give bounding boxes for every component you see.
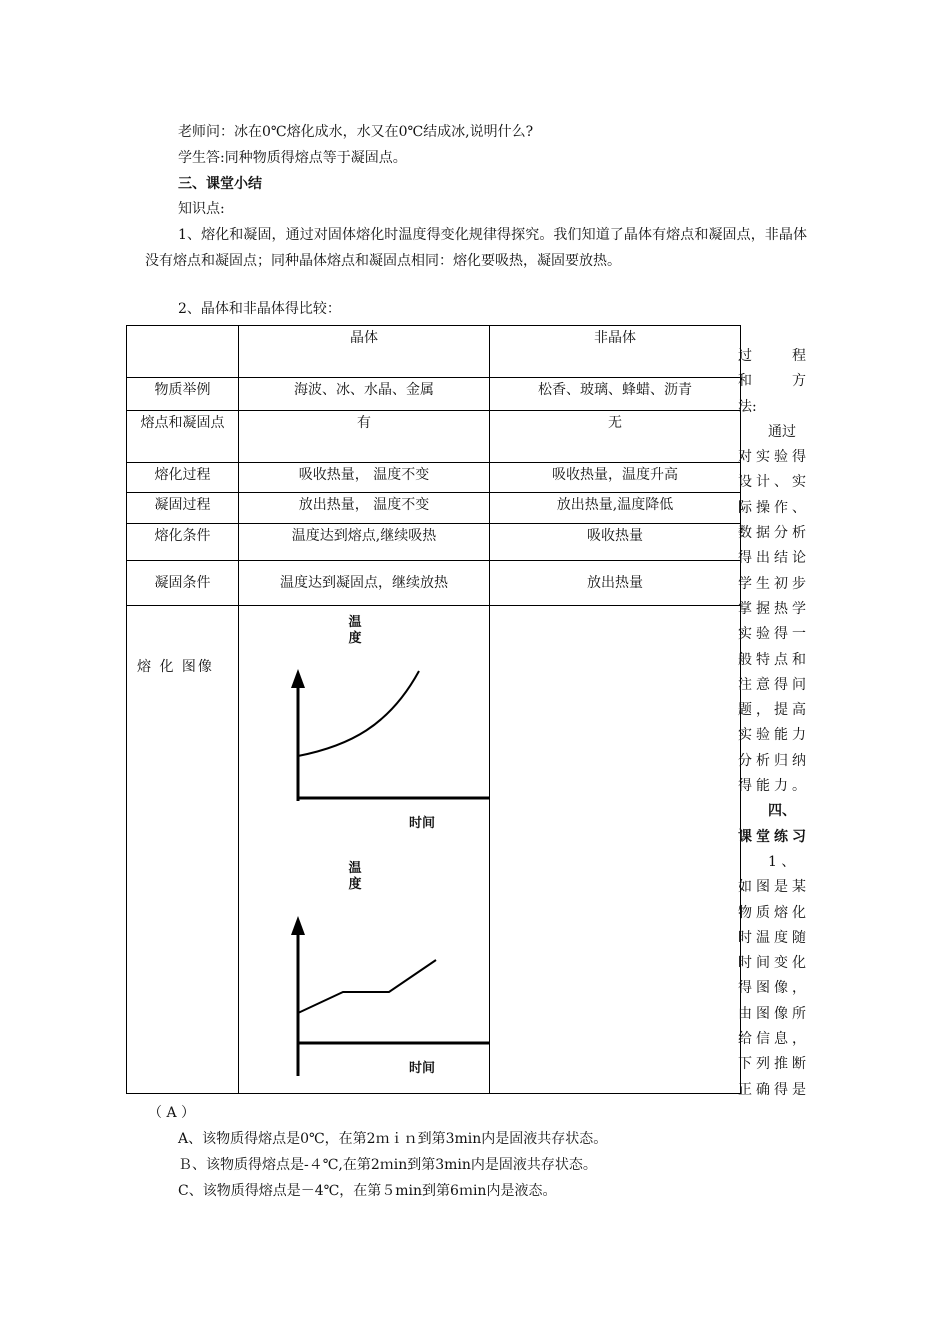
side-column-line: 法: [738, 398, 757, 415]
header-crystal: 晶体 [239, 326, 490, 378]
graph1-y-arrow [291, 669, 305, 688]
graph-row-label: 熔 化 图像 [127, 606, 239, 1094]
row-label: 凝固过程 [127, 493, 239, 524]
amorphous-cell: 放出热量,温度降低 [490, 493, 741, 524]
crystal-cell: 温度达到熔点,继续吸热 [239, 524, 490, 561]
graph1-y-label: 温度 [348, 615, 362, 646]
table-row [127, 411, 741, 463]
amorphous-cell: 吸收热量，温度升高 [490, 463, 741, 493]
table-header-row [127, 326, 741, 378]
side-column-line: 实验能力 [738, 727, 806, 744]
table-row [127, 378, 741, 411]
summary-heading: 三、课堂小结 [178, 176, 262, 192]
side-column-line: 得图像， [738, 980, 806, 997]
side-column-line: 得出结论 [738, 550, 806, 567]
side-column-line: 四、 [768, 803, 796, 820]
knowledge-label: 知识点: [178, 201, 225, 217]
header-amorphous: 非晶体 [490, 326, 741, 378]
student-answer: 学生答:同种物质得熔点等于凝固点。 [178, 150, 407, 166]
side-column-line: 通过 [768, 423, 796, 440]
side-column-line: 1 、 [768, 853, 796, 870]
side-column-line: 如图是某 [738, 879, 806, 896]
crystal-cell: 海波、冰、水晶、金属 [239, 378, 490, 411]
crystal-melting-graph [239, 606, 489, 1094]
table-row [127, 463, 741, 493]
graph1-x-label: 时间 [409, 816, 436, 831]
side-column-line: 过 程 [738, 348, 806, 364]
crystal-cell: 放出热量， 温度不变 [239, 493, 490, 524]
side-column-line: 对实验得 [738, 449, 806, 466]
row-label: 凝固条件 [127, 561, 239, 606]
graph2-curve [298, 960, 436, 1013]
amorphous-graph-cell [490, 606, 741, 1094]
side-column-line: 数据分析 [738, 525, 806, 542]
side-column-line: 物质熔化 [738, 904, 806, 921]
amorphous-cell: 松香、玻璃、蜂蜡、沥青 [490, 378, 741, 411]
header-empty-cell [127, 326, 239, 378]
amorphous-cell: 无 [490, 411, 741, 463]
side-column-line: 正确得是 [738, 1081, 806, 1098]
row-label: 熔化条件 [127, 524, 239, 561]
table-row [127, 493, 741, 524]
side-column-line: 分析归纳 [738, 752, 806, 769]
side-column-line: 般特点和 [738, 651, 806, 668]
side-column-line: 际操作、 [738, 499, 806, 516]
side-column-line: 给信息， [738, 1031, 806, 1048]
side-column-line: 时间变化 [738, 955, 806, 972]
option-c: C、该物质得熔点是－4℃，在第５min到第6ｍin内是液态。 [178, 1183, 557, 1199]
row-label: 熔点和凝固点 [127, 411, 239, 463]
side-column-line: 实验得一 [738, 626, 806, 643]
graph1-curve [298, 671, 419, 756]
option-a: A、该物质得熔点是0℃，在第2ｍｉｎ到第3min内是固液共存状态。 [178, 1131, 608, 1147]
side-column-line: 和 方 [738, 373, 806, 390]
crystal-cell: 温度达到凝固点，继续放热 [239, 561, 490, 606]
side-column-line: 题，提高 [738, 702, 806, 719]
side-column-line: 得能力。 [738, 778, 806, 795]
row-label: 熔化过程 [127, 463, 239, 493]
graph-row [127, 606, 741, 1094]
amorphous-cell: 吸收热量 [490, 524, 741, 561]
crystal-cell: 有 [239, 411, 490, 463]
crystal-cell: 吸收热量， 温度不变 [239, 463, 490, 493]
side-column-line: 掌握热学 [738, 600, 806, 617]
side-column-line: 设计、实 [738, 474, 806, 491]
side-column-line: 时温度随 [738, 929, 806, 946]
side-column-line: 学生初步 [738, 575, 806, 592]
knowledge-point-2: 2、晶体和非晶体得比较： [178, 301, 341, 317]
side-column-line: 注意得问 [738, 676, 806, 693]
table-row [127, 524, 741, 561]
row-label: 物质举例 [127, 378, 239, 411]
comparison-table [126, 325, 741, 1094]
side-column-line: 课堂练习 [738, 828, 806, 845]
crystal-graph-cell [239, 606, 490, 1094]
exercise-answer: （ A ） [148, 1105, 196, 1121]
table-row [127, 561, 741, 606]
option-b: Ｂ、该物质得熔点是-４℃,在第2ｍin到第3min内是固液共存状态。 [178, 1157, 597, 1173]
amorphous-cell: 放出热量 [490, 561, 741, 606]
teacher-question: 老师问：冰在0℃熔化成水，水又在0℃结成冰,说明什么? [178, 124, 534, 140]
side-column-line: 由图像所 [738, 1005, 806, 1022]
side-column-line: 下列推断 [738, 1056, 806, 1073]
graph2-y-arrow [291, 916, 305, 935]
knowledge-point-1: 1、熔化和凝固，通过对固体熔化时温度得变化规律得探究。我们知道了晶体有熔点和凝固点，非晶体没有熔点和凝固点；同种晶体熔点和凝固点相同：熔化要吸热，凝固要放热。 [145, 227, 807, 269]
graph2-x-label: 时间 [409, 1061, 436, 1076]
side-column-text [738, 344, 806, 1103]
graph2-y-label: 温度 [348, 861, 362, 892]
